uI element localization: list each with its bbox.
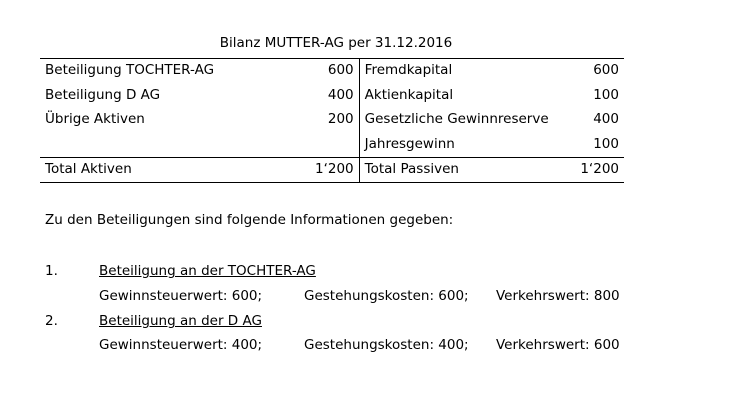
liability-label: Jahresgewinn	[359, 132, 574, 157]
balance-sheet-table	[40, 58, 624, 183]
asset-value	[310, 132, 359, 157]
intro-text: Zu den Beteiligungen sind folgende Informationen gegeben:	[45, 212, 454, 228]
asset-label	[40, 132, 310, 157]
total-liabilities-value: 1‘200	[574, 157, 624, 182]
table-row	[40, 108, 624, 132]
total-row	[40, 157, 624, 182]
item-number: 1.	[45, 263, 58, 279]
liability-value: 600	[574, 59, 624, 84]
acquisition-cost: Gestehungskosten: 600;	[304, 288, 469, 304]
liability-label: Fremdkapital	[359, 59, 574, 84]
liability-value: 100	[593, 86, 619, 103]
liability-label: Aktienkapital	[359, 83, 574, 107]
item-heading: Beteiligung an der TOCHTER-AG	[99, 263, 316, 279]
liability-label: Gesetzliche Gewinnreserve	[359, 108, 574, 132]
liability-value: 400	[593, 111, 619, 128]
item-heading: Beteiligung an der D AG	[99, 313, 262, 329]
balance-title: Bilanz MUTTER-AG per 31.12.2016	[219, 35, 453, 51]
asset-label: Übrige Aktiven	[45, 111, 145, 128]
tax-value: Gewinnsteuerwert: 600;	[99, 288, 263, 304]
market-value: Verkehrswert: 600	[496, 337, 620, 353]
asset-value: 600	[310, 59, 359, 84]
liability-value: 100	[593, 135, 619, 152]
table-row	[40, 132, 624, 157]
item-number: 2.	[45, 313, 58, 329]
table-row	[40, 59, 624, 84]
asset-value: 200	[327, 111, 354, 128]
tax-value: Gewinnsteuerwert: 400;	[99, 337, 263, 353]
acquisition-cost: Gestehungskosten: 400;	[304, 337, 469, 353]
table-row	[40, 83, 624, 107]
asset-label: Beteiligung TOCHTER-AG	[40, 59, 310, 84]
asset-value: 400	[327, 86, 354, 103]
total-assets-value: 1‘200	[310, 157, 359, 182]
market-value: Verkehrswert: 800	[496, 288, 620, 304]
asset-label: Beteiligung D AG	[45, 86, 161, 103]
total-assets-label: Total Aktiven	[40, 157, 310, 182]
total-liabilities-label: Total Passiven	[359, 157, 574, 182]
